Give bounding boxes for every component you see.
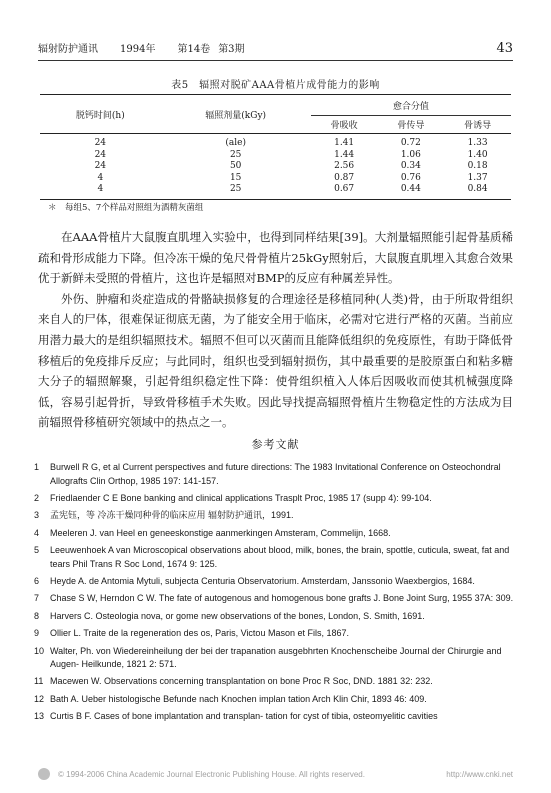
reference-text: Curtis B F. Cases of bone implantation and transplan- tation for cyst of tibia, osteomyelitic cavities (50, 711, 438, 722)
reference-item (34, 575, 514, 589)
column-header-induction: 骨诱导 (464, 121, 492, 131)
reference-item (34, 710, 514, 724)
reference-text: Ollier L. Traite de la regeneration des os, Paris, Victou Mason et Fils, 1867. (50, 628, 349, 639)
reference-item (34, 544, 514, 571)
table-caption: 表5 辐照对脱矿AAA骨植片成骨能力的影响 (171, 80, 380, 91)
reference-item (34, 627, 514, 641)
copyright-footer (38, 768, 513, 780)
cell-dose: 50 (229, 161, 242, 171)
reference-text: Heyde A. de Antomia Mytuli, subjecta Centuria Observatorium. Amsterdam, Janssonio Waexbergios, 1684. (50, 575, 475, 586)
reference-item (34, 527, 514, 541)
journal-name: 辐射防护通讯 (38, 44, 98, 55)
cell-conduction: 0.72 (377, 134, 444, 150)
body-paragraph-1: 在AAA骨植片大鼠腹直肌埋入实验中，也得到同样结果[39]。大剂量辐照能引起骨基质稀疏和骨形成能力下降。但冷冻干燥的兔尺骨骨植片25kGy照射后，大鼠腹直肌埋入其愈合效果优于新鲜未受照的骨植片，这也许是辐照对BMP的反应有种属差异性。 (38, 230, 513, 286)
reference-text: Harvers C. Osteologia nova, or gome new observations of the bones, London, S. Smith, 1691. (50, 610, 425, 621)
cell-conduction: 0.76 (400, 172, 421, 183)
reference-text: Leeuwenhoek A van Microscopical observations about blood, milk, bones, the brain, spottle, cuticula, sweat, fat and tears Phil Trans R Soc Lond, 1674 9: 125. (50, 545, 510, 569)
cell-induction: 0.18 (467, 161, 488, 171)
table-row (40, 161, 511, 173)
column-group-healing-score: 愈合分值 (311, 95, 511, 116)
table-row (40, 184, 511, 199)
reference-list (34, 461, 514, 728)
page-number: 43 (496, 41, 513, 56)
reference-text: Walter, Ph. von Wiedereinheilung der bei der trapanation ausgebhrten Knochenscheibe Journal der Chirurgie and Augen- Heilkunde, 1821 2: 571. (50, 645, 502, 670)
reference-text: Friedlaender C E Bone banking and clinical applications Trasplt Proc, 1985 17 (supp 4): 99-104. (50, 492, 432, 503)
reference-text: Burwell R G, et al Current perspectives and future directions: The 1983 Invitational Conference on Osteochondral Allografts Clin Orthop, 1985 197: 141-157. (50, 462, 501, 486)
column-header-resorption: 骨吸收 (330, 121, 358, 131)
footer-url: http://www.cnki.net (446, 769, 513, 779)
reference-number: 12 (34, 693, 45, 704)
cell-induction: 0.84 (444, 184, 511, 199)
column-header-time: 脱钙时间(h) (40, 95, 161, 134)
column-header-conduction: 骨传导 (397, 121, 425, 131)
cell-dose: 25 (229, 149, 242, 160)
body-text (38, 227, 513, 433)
reference-number: 5 (34, 545, 40, 556)
reference-text: Chase S W, Herndon C W. The fate of autogenous and homogenous bone grafts J. Bone Joint Surg, 1955 37A: 309. (50, 593, 514, 604)
cell-resorption: 0.87 (334, 172, 355, 183)
reference-number: 9 (34, 628, 40, 639)
cell-resorption: 2.56 (334, 161, 355, 171)
reference-number: 8 (34, 610, 40, 621)
cell-dose: (ale) (161, 134, 311, 150)
cell-conduction: 0.44 (377, 184, 444, 199)
cell-induction: 1.37 (467, 172, 488, 183)
reference-number: 2 (34, 492, 40, 503)
table-row (40, 150, 511, 162)
cell-dose: 25 (161, 184, 311, 199)
reference-number: 4 (34, 527, 40, 538)
reference-text: Macewen W. Observations concerning transplantation on bone Proc R Soc, DND. 1881 32: 232. (50, 676, 433, 687)
reference-item (34, 509, 514, 523)
issue-volume: 第14卷 (177, 44, 211, 55)
table-row (40, 173, 511, 185)
header-divider (38, 60, 513, 61)
cell-time: 24 (40, 134, 161, 150)
table-footnote: ＊ 每组5、7个样品对照组为酒精灰菌组 (48, 203, 204, 213)
reference-number: 3 (34, 510, 40, 521)
reference-number: 6 (34, 575, 40, 586)
cell-dose: 15 (229, 172, 242, 183)
issue-number: 第3期 (218, 44, 245, 55)
cell-resorption: 1.41 (311, 134, 378, 150)
reference-number: 13 (34, 711, 45, 722)
reference-number: 11 (34, 676, 44, 687)
reference-text: 孟宪钰，等 冷冻干燥同种骨的临床应用 辐射防护通讯，1991. (50, 510, 294, 521)
cell-induction: 1.33 (444, 134, 511, 150)
cell-time: 4 (97, 172, 104, 183)
cell-time: 24 (94, 161, 107, 171)
references-heading: 参考文献 (251, 438, 300, 451)
cell-conduction: 1.06 (400, 149, 421, 160)
reference-text: Meeleren J. van Heel en geneeskonstige aanmerkingen Amsteram, Commelijn, 1668. (50, 527, 391, 538)
reference-item (34, 610, 514, 624)
results-table (40, 94, 511, 200)
reference-number: 7 (34, 593, 40, 604)
reference-item (34, 461, 514, 488)
column-header-dose: 辐照剂量(kGy) (161, 95, 311, 134)
reference-number: 1 (34, 462, 40, 472)
body-paragraph-2: 外伤、肿瘤和炎症造成的骨骼缺损修复的合理途径是移植同种(人类)骨，由于所取骨组织来自人的尸体，很难保证彻底无菌，为了能安全用于临床，必需对它进行严格的灭菌。当前应用潜力最大的是组织辐照技术。辐照不但可以灭菌而且能降低组织的免疫原性，有助于降低骨移植后的免疫排斥反应；与此同时，组织也受到辐射损伤，其中最重要的是胶原蛋白和粘多糖大分子的辐照解聚，引起骨组织稳定性下降：使骨组织植入人体后因吸收而使其机械强度降低，容易引起骨折，导致骨移植手术失败。因此导找提高辐照骨植片生物稳定性的方法成为目前辐照骨移植研究领域中的热点之一。 (38, 291, 513, 430)
cell-time: 24 (94, 149, 107, 160)
reference-item (34, 492, 514, 506)
cell-conduction: 0.34 (400, 161, 421, 171)
reference-number: 10 (34, 645, 45, 656)
copyright-text: © 1994-2006 China Academic Journal Electronic Publishing House. All rights reserved. (58, 769, 365, 779)
reference-item (34, 592, 514, 606)
cell-time: 4 (40, 184, 161, 199)
reference-item (34, 675, 514, 689)
cell-induction: 1.40 (467, 149, 488, 160)
reference-text: Bath A. Ueber histologische Befunde nach Knochen implan tation Arch Klin Chir, 1893 46: 409. (50, 693, 427, 704)
issue-year: 1994年 (120, 44, 156, 55)
publisher-logo-icon (38, 768, 50, 780)
cell-resorption: 1.44 (334, 149, 355, 160)
reference-item (34, 645, 514, 672)
cell-resorption: 0.67 (311, 184, 378, 199)
table-row (40, 134, 511, 150)
reference-item (34, 693, 514, 707)
running-header (38, 40, 513, 56)
